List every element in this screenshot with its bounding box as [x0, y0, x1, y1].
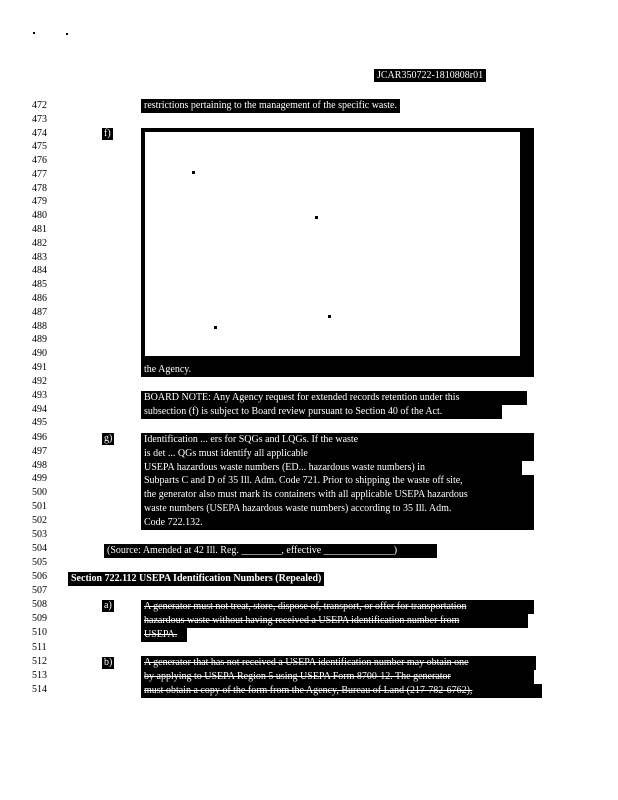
para-g-line: USEPA hazardous waste numbers (ED... hazardous waste numbers) in	[144, 461, 425, 473]
para-a-line: A generator must not treat, store, dispose of, transport, or offer for transportation	[141, 600, 534, 614]
line-number: 472	[32, 100, 47, 111]
board-note-line-2: subsection (f) is subject to Board review pursuant to Section 40 of the Act.	[141, 405, 502, 419]
line-number: 502	[32, 515, 47, 526]
line-number: 479	[32, 196, 47, 207]
para-g-line: Subparts C and D of 35 Ill. Adm. Code 721. Prior to shipping the waste off site,	[144, 475, 463, 487]
line-number: 477	[32, 169, 47, 180]
line-number: 484	[32, 265, 47, 276]
speck	[33, 32, 35, 34]
para-g-line: Identification ... ers for SQGs and LQGs. If the waste	[144, 434, 359, 445]
para-b-line: A generator that has not received a USEPA identification number may obtain one	[141, 656, 536, 670]
line-number: 493	[32, 390, 47, 401]
section-heading: Section 722.112 USEPA Identification Numbers (Repealed)	[68, 572, 324, 586]
line-number: 486	[32, 293, 47, 304]
para-g-block	[141, 433, 534, 530]
line-number: 482	[32, 238, 47, 249]
line-number: 491	[32, 362, 47, 373]
para-g-line: is det ... QGs must identify all applicable	[144, 447, 308, 459]
line-number: 500	[32, 487, 47, 498]
whitespace-notch	[215, 530, 534, 531]
para-g-line: the generator also must mark its containers with all applicable USEPA hazardous	[144, 489, 468, 501]
line-number: 514	[32, 684, 47, 695]
blank-area	[145, 132, 520, 356]
subsection-label-b: b)	[104, 657, 113, 668]
line-number: 499	[32, 473, 47, 484]
line-number: 489	[32, 334, 47, 345]
line-number: 496	[32, 432, 47, 443]
line-number: 492	[32, 376, 47, 387]
line-number: 495	[32, 417, 47, 428]
line-number: 494	[32, 404, 47, 415]
subsection-label-f: f)	[104, 128, 111, 139]
speck	[214, 326, 217, 329]
subsection-label-g: g)	[104, 433, 113, 444]
speck	[328, 315, 331, 318]
line-number: 490	[32, 348, 47, 359]
para-g-line: waste numbers (USEPA hazardous waste numbers) according to 35 Ill. Adm.	[144, 502, 452, 514]
line-number: 501	[32, 501, 47, 512]
line-number: 510	[32, 627, 47, 638]
line-number: 488	[32, 321, 47, 332]
line-number: 480	[32, 210, 47, 221]
source-line: (Source: Amended at 42 Ill. Reg. ________, effective ______________)	[104, 544, 437, 558]
board-note-line-1: BOARD NOTE: Any Agency request for extended records retention under this	[141, 391, 527, 405]
line-number: 478	[32, 183, 47, 194]
speck	[315, 216, 318, 219]
para-g-line: Code 722.132.	[144, 516, 203, 528]
line-number: 485	[32, 279, 47, 290]
line-number: 474	[32, 128, 47, 139]
line-number: 509	[32, 613, 47, 624]
para-b-line: must obtain a copy of the form from the Agency, Bureau of Land (217-782-6762),	[141, 684, 542, 698]
line-number: 487	[32, 307, 47, 318]
line-number: 508	[32, 599, 47, 610]
line-number: 473	[32, 114, 47, 125]
line-number: 513	[32, 670, 47, 681]
whitespace-notch	[522, 461, 534, 475]
line-number: 475	[32, 141, 47, 152]
line-number: 512	[32, 656, 47, 667]
para-f-tail: the Agency.	[141, 363, 534, 377]
document-id: JCAR350722-1810808r01	[374, 69, 486, 82]
line-number: 511	[32, 642, 47, 653]
para-b-line: by applying to USEPA Region 5 using USEPA Form 8700-12. The generator	[141, 670, 534, 684]
subsection-label-a: a)	[104, 600, 112, 611]
line-number: 498	[32, 460, 47, 471]
line-number: 507	[32, 585, 47, 596]
line-number: 483	[32, 252, 47, 263]
para-a-line: hazardous waste without having received a USEPA identification number from	[141, 614, 528, 628]
speck	[66, 33, 68, 35]
line-number: 497	[32, 446, 47, 457]
line-number: 505	[32, 557, 47, 568]
line-number: 476	[32, 155, 47, 166]
line-number: 506	[32, 571, 47, 582]
redacted-block-f	[141, 128, 534, 364]
line-number: 504	[32, 543, 47, 554]
line-number: 503	[32, 529, 47, 540]
para-472-text: restrictions pertaining to the management of the specific waste.	[141, 99, 400, 113]
speck	[192, 171, 195, 174]
line-number: 481	[32, 224, 47, 235]
para-a-line: USEPA.	[141, 628, 187, 642]
